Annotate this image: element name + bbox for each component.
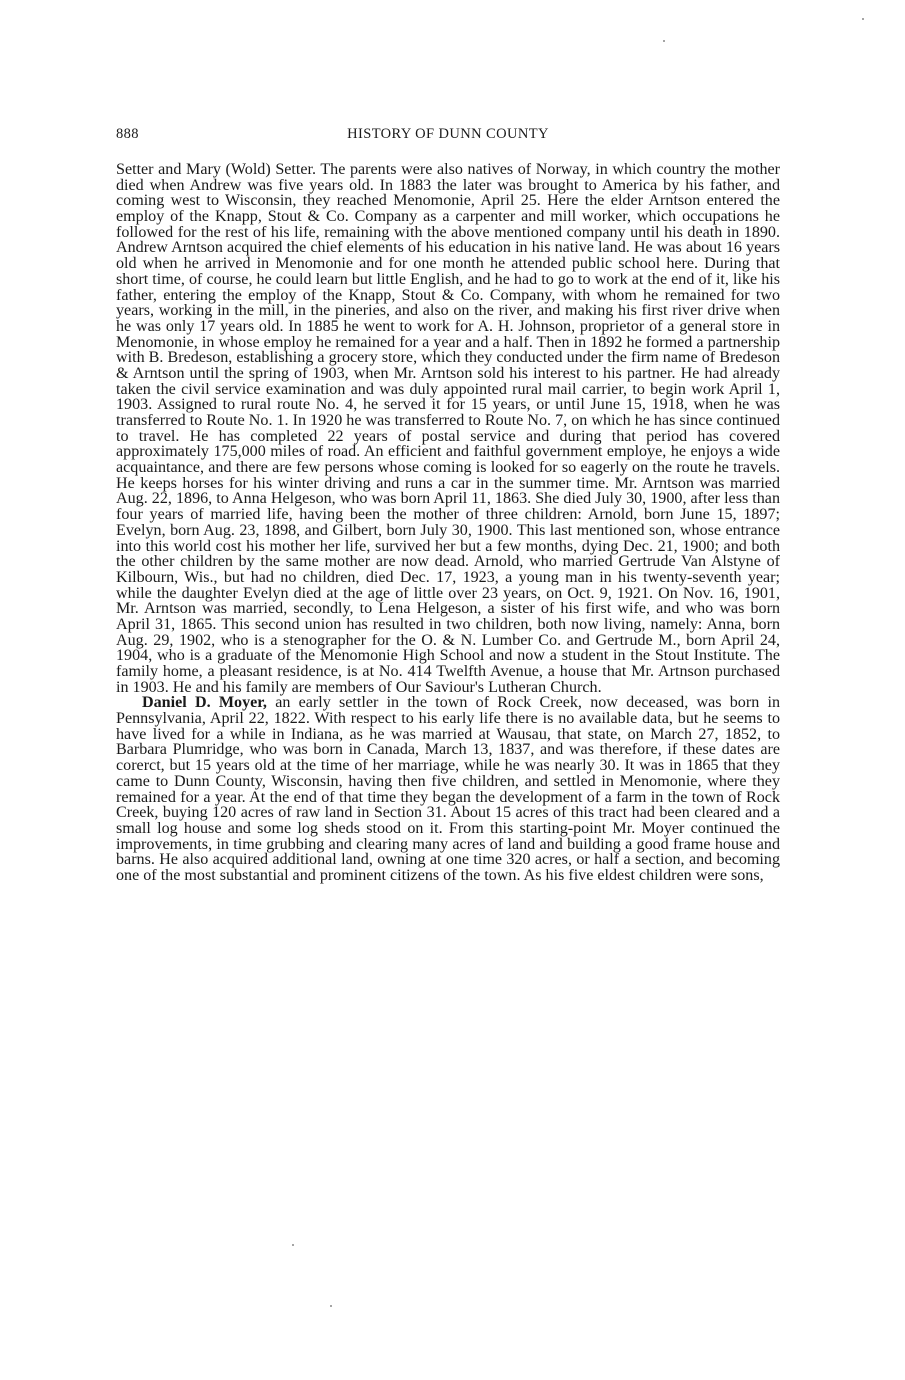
biography-text: an early settler in the town of Rock Creek, now deceased, was born in Pennsylvania, April 22, 1822. With respect to his early life there is no available data, but he seems to have lived for a while in Indiana, as he was married at Wausau, that state, on March 27, 1852, to Barbara Plumridge, who was born in Canada, March 13, 1837, and was therefore, if these dates are corerct, but 15 years old at the time of her marriage, while he was nearly 30. It was in 1865 that they came to Dunn County, Wisconsin, having then five children, and settled in Menomonie, where they remained for a year. At the end of that time they began the development of a farm in the town of Rock Creek, buying 120 acres of raw land in Section 31. About 15 acres of this tract had been cleared and a small log house and some log sheds stood on it. From this starting-point Mr. Moyer continued the improvements, in time grubbing and clearing many acres of land and building a good frame house and barns. He also acquired additional land, owning at one time 320 acres, or half a section, and becoming one of the most substantial and prominent citizens of the town. As his five eldest children were sons,: [116, 694, 781, 884]
scan-speck: [862, 18, 864, 20]
biography-name: Daniel D. Moyer,: [142, 694, 267, 712]
scan-speck: [663, 40, 665, 42]
paragraph-moyer-biography: [116, 695, 780, 883]
paragraph-arntson-continued: Setter and Mary (Wold) Setter. The parents were also natives of Norway, in which country the mother died when Andrew was five years old. In 1883 the later was brought to America by his father, and coming west to Wisconsin, they reached Menomonie, April 25. Here the elder Arntson entered the employ of the Knapp, Stout & Co. Company as a carpenter and mill worker, which occupations he followed for the rest of his life, remaining with the above mentioned company until his death in 1890. Andrew Arntson acquired the chief elements of his education in his native land. He was about 16 years old when he arrived in Menomonie and for one month he attended public school here. During that short time, of course, he could learn but little English, and he had to go to work at the end of it, like his father, entering the employ of the Knapp, Stout & Co. Company, with whom he remained for two years, working in the mill, in the pineries, and also on the river, and making his first river drive when he was only 17 years old. In 1885 he went to work for A. H. Johnson, proprietor of a general store in Menomonie, in whose employ he remained for a year and a half. Then in 1892 he formed a partnership with B. Bredeson, establishing a grocery store, which they conducted under the firm name of Bredeson & Arntson until the spring of 1903, when Mr. Arntson sold his interest to his partner. He had already taken the civil service examination and was duly appointed rural mail carrier, to begin work April 1, 1903. Assigned to rural route No. 4, he served it for 15 years, or until June 15, 1918, when he was transferred to Route No. 1. In 1920 he was transferred to Route No. 7, on which he has since continued to travel. He has completed 22 years of postal service and during that period has covered approximately 175,000 miles of road. An efficient and faithful government employe, he enjoys a wide acquaintance, and there are few persons whose coming is looked for so eagerly on the route he travels. He keeps horses for his winter driving and runs a car in the summer time. Mr. Arntson was married Aug. 22, 1896, to Anna Helgeson, who was born April 11, 1863. She died July 30, 1900, after less than four years of married life, having been the mother of three children: Arnold, born June 15, 1897; Evelyn, born Aug. 23, 1898, and Gilbert, born July 30, 1900. This last mentioned son, whose entrance into this world cost his mother her life, survived her but a few months, dying Dec. 21, 1900; and both the other children by the same mother are now dead. Arnold, who married Gertrude Van Alstyne of Kilbourn, Wis., but had no children, died Dec. 17, 1923, a young man in his twenty-seventh year; while the daughter Evelyn died at the age of little over 23 years, on Oct. 9, 1921. On Nov. 16, 1901, Mr. Arntson was married, secondly, to Lena Helgeson, a sister of his first wife, and who was born April 31, 1865. This second union has resulted in two children, both now living, namely: Anna, born Aug. 29, 1902, who is a stenographer for the O. & N. Lumber Co. and Gertrude M., born April 24, 1904, who is a graduate of the Menomonie High School and now a student in the Stout Institute. The family home, a pleasant residence, is at No. 414 Twelfth Avenue, a house that Mr. Artnson purchased in 1903. He and his family are members of Our Saviour's Lutheran Church.: [116, 161, 780, 696]
book-page: [116, 126, 780, 884]
body-text: [116, 162, 780, 884]
scan-speck: [292, 1244, 294, 1246]
page-header: [116, 126, 780, 150]
page-number: 888: [116, 126, 139, 142]
scan-speck: [330, 1305, 332, 1307]
running-head: HISTORY OF DUNN COUNTY: [347, 126, 549, 142]
